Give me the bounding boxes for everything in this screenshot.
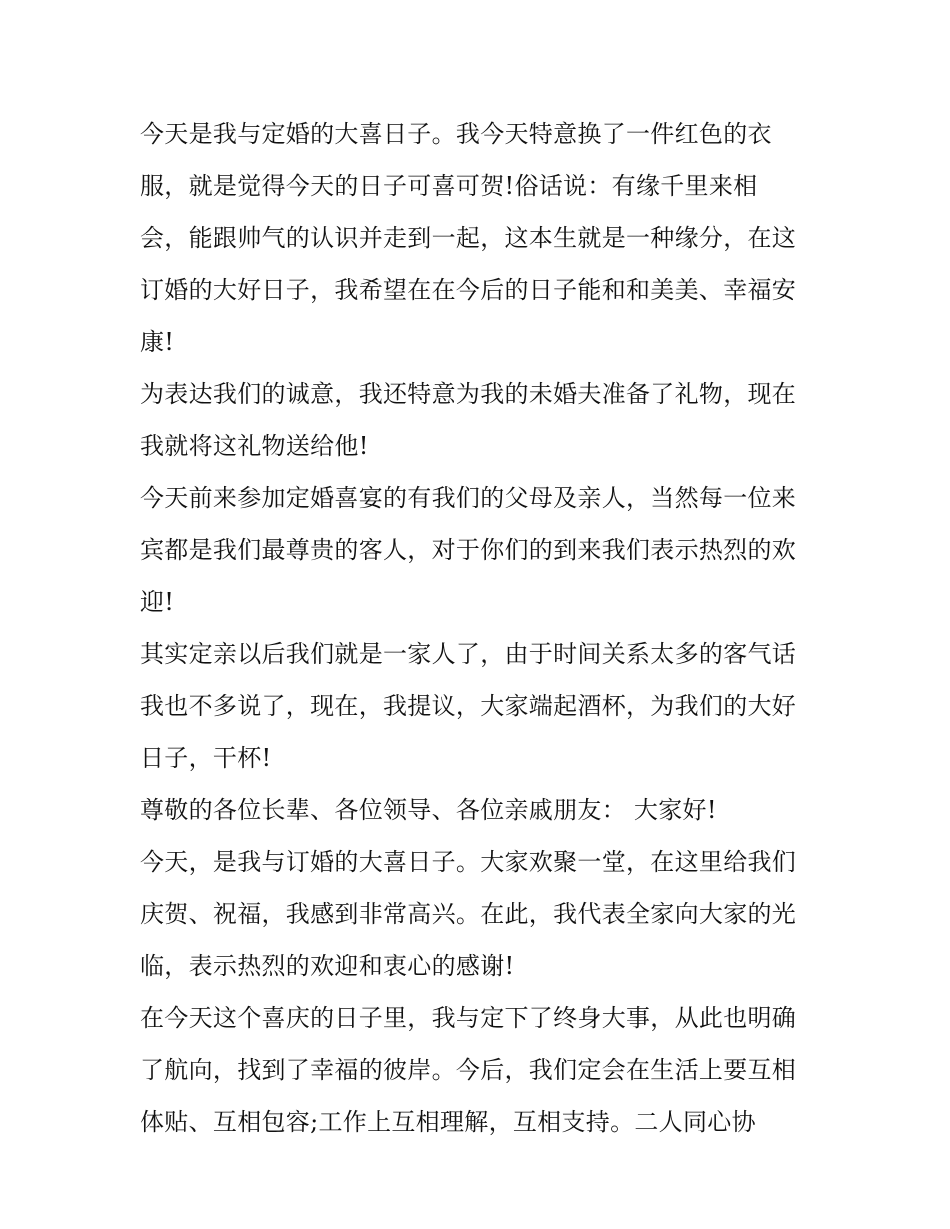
- text-line-1: 今天是我与定婚的大喜日子。我今天特意换了一件红色的衣: [140, 120, 772, 148]
- text-line-17: 临，表示热烈的欢迎和衷心的感谢!: [140, 952, 515, 980]
- text-line-16: 庆贺、祝福，我感到非常高兴。在此，我代表全家向大家的光: [140, 900, 797, 928]
- text-line-6: 为表达我们的诚意，我还特意为我的未婚夫准备了礼物，现在: [140, 380, 797, 408]
- text-line-7: 我就将这礼物送给他!: [140, 432, 369, 460]
- text-line-19: 了航向，找到了幸福的彼岸。今后，我们定会在生活上要互相: [140, 1056, 797, 1084]
- text-line-18: 在今天这个喜庆的日子里，我与定下了终身大事，从此也明确: [140, 1004, 797, 1032]
- text-line-14: 尊敬的各位长辈、各位领导、各位亲戚朋友： 大家好!: [140, 796, 717, 824]
- text-line-4: 订婚的大好日子，我希望在在今后的日子能和和美美、幸福安: [140, 276, 797, 304]
- text-line-13: 日子，干杯!: [140, 744, 272, 772]
- text-line-20: 体贴、互相包容;工作上互相理解，互相支持。二人同心协: [140, 1108, 756, 1136]
- text-line-10: 迎!: [140, 588, 175, 616]
- text-line-15: 今天，是我与订婚的大喜日子。大家欢聚一堂，在这里给我们: [140, 848, 797, 876]
- text-line-5: 康!: [140, 328, 175, 356]
- text-line-3: 会，能跟帅气的认识并走到一起，这本生就是一种缘分，在这: [140, 224, 797, 252]
- text-line-11: 其实定亲以后我们就是一家人了，由于时间关系太多的客气话: [140, 640, 797, 668]
- text-line-12: 我也不多说了，现在，我提议，大家端起酒杯，为我们的大好: [140, 692, 797, 720]
- text-line-8: 今天前来参加定婚喜宴的有我们的父母及亲人，当然每一位来: [140, 484, 797, 512]
- text-line-2: 服，就是觉得今天的日子可喜可贺!俗话说：有缘千里来相: [140, 172, 758, 200]
- text-line-9: 宾都是我们最尊贵的客人，对于你们的到来我们表示热烈的欢: [140, 536, 797, 564]
- document-body: [140, 108, 830, 1148]
